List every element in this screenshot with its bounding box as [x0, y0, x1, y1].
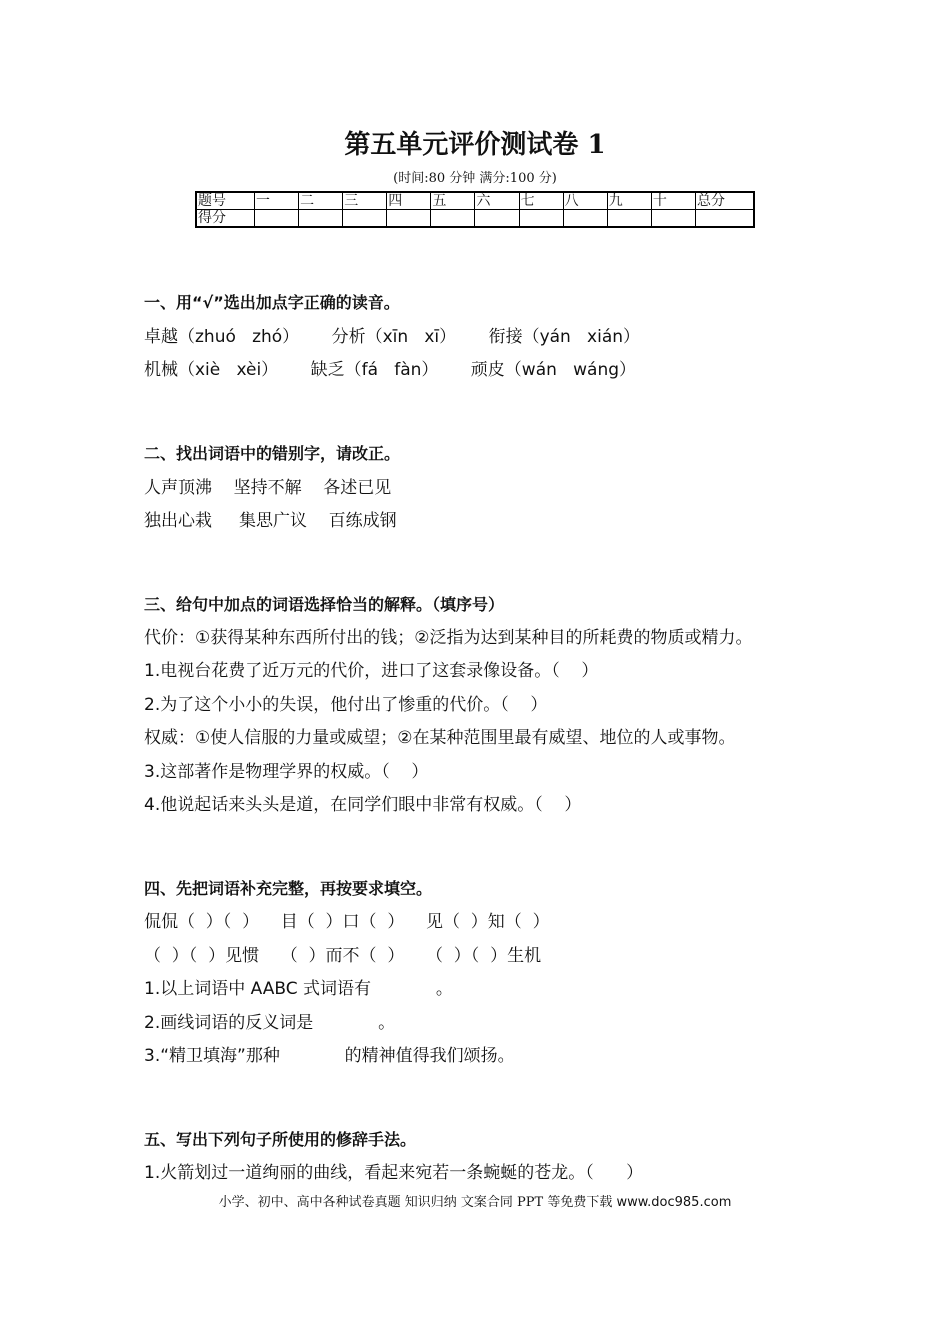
section-3-heading: 三、给句中加点的词语选择恰当的解释。（填序号）: [144, 595, 505, 614]
section-3-line: 代价：①获得某种东西所付出的钱；②泛指为达到某种目的所耗费的物质或精力。: [144, 628, 753, 648]
footer-text: 小学、初中、高中各种试卷真题 知识归纳 文案合同 PPT 等免费下载: [218, 1195, 617, 1210]
section-5-heading: 五、写出下列句子所使用的修辞手法。: [144, 1130, 417, 1149]
score-table-score-row: [196, 210, 754, 228]
footer-link[interactable]: www.doc985.com: [616, 1195, 732, 1210]
section-2-heading: 二、找出词语中的错别字，请改正。: [144, 444, 401, 463]
section-1-line: 卓越（zhuó zhó） 分析（xīn xī） 衔接（yán xián）: [144, 327, 641, 347]
section-2-line: 人声顶沸 坚持不解 各述已见: [144, 478, 392, 498]
score-cell: 二: [299, 192, 343, 210]
score-cell: 五: [431, 192, 475, 210]
section-1-line: 机械（xiè xèi） 缺乏（fá fàn） 顽皮（wán wáng）: [144, 360, 637, 380]
score-cell: 十: [651, 192, 695, 210]
score-input-cell[interactable]: [299, 210, 343, 228]
section-4-line: 侃侃（ ）（ ） 目（ ）口（ ） 见（ ）知（ ）: [144, 912, 550, 932]
section-5-line: 1.火箭划过一道绚丽的曲线，看起来宛若一条蜿蜒的苍龙。（ ）: [144, 1163, 644, 1183]
exam-info: (时间:80 分钟 满分:100 分): [393, 171, 557, 186]
section-2-line: 独出心栽 集思广议 百练成钢: [144, 511, 397, 531]
score-table: [195, 191, 755, 228]
score-input-cell[interactable]: [563, 210, 607, 228]
score-input-cell[interactable]: [387, 210, 431, 228]
section-3-line: 4.他说起话来头头是道，在同学们眼中非常有权威。（ ）: [144, 795, 582, 815]
section-4-line: 2.画线词语的反义词是 。: [144, 1013, 396, 1033]
score-input-cell[interactable]: [475, 210, 519, 228]
footer: [0, 1191, 950, 1210]
score-cell: 八: [563, 192, 607, 210]
score-cell: 一: [255, 192, 299, 210]
score-input-cell[interactable]: [255, 210, 299, 228]
score-input-cell[interactable]: [343, 210, 387, 228]
score-cell: 四: [387, 192, 431, 210]
score-cell: 九: [607, 192, 651, 210]
section-4-line: （ ）（ ）见惯 （ ）而不（ ） （ ）（ ）生机: [144, 946, 542, 966]
score-input-cell[interactable]: [651, 210, 695, 228]
section-4-line: 1.以上词语中 AABC 式词语有 。: [144, 979, 453, 999]
score-input-cell[interactable]: [696, 210, 755, 228]
section-3-line: 3.这部著作是物理学界的权威。（ ）: [144, 762, 429, 782]
page-title: 第五单元评价测试卷 1: [344, 130, 606, 160]
score-input-cell[interactable]: [607, 210, 651, 228]
section-3-line: 1.电视台花费了近万元的代价，进口了这套录像设备。（ ）: [144, 661, 599, 681]
score-input-cell[interactable]: [431, 210, 475, 228]
section-4-heading: 四、先把词语补充完整，再按要求填空。: [144, 879, 433, 898]
score-cell: 三: [343, 192, 387, 210]
section-3-line: 权威：①使人信服的力量或威望；②在某种范围里最有威望、地位的人或事物。: [144, 728, 736, 748]
score-cell: 七: [519, 192, 563, 210]
section-4-line: 3.“精卫填海”那种 的精神值得我们颂扬。: [144, 1046, 515, 1066]
section-1-heading: 一、用“√”选出加点字正确的读音。: [144, 293, 400, 312]
score-table-header-row: [196, 192, 754, 210]
section-3-line: 2.为了这个小小的失误，他付出了惨重的代价。（ ）: [144, 695, 548, 715]
score-cell: 得分: [196, 210, 255, 228]
score-input-cell[interactable]: [519, 210, 563, 228]
score-cell: 总分: [696, 192, 755, 210]
score-cell: 题号: [196, 192, 255, 210]
score-cell: 六: [475, 192, 519, 210]
